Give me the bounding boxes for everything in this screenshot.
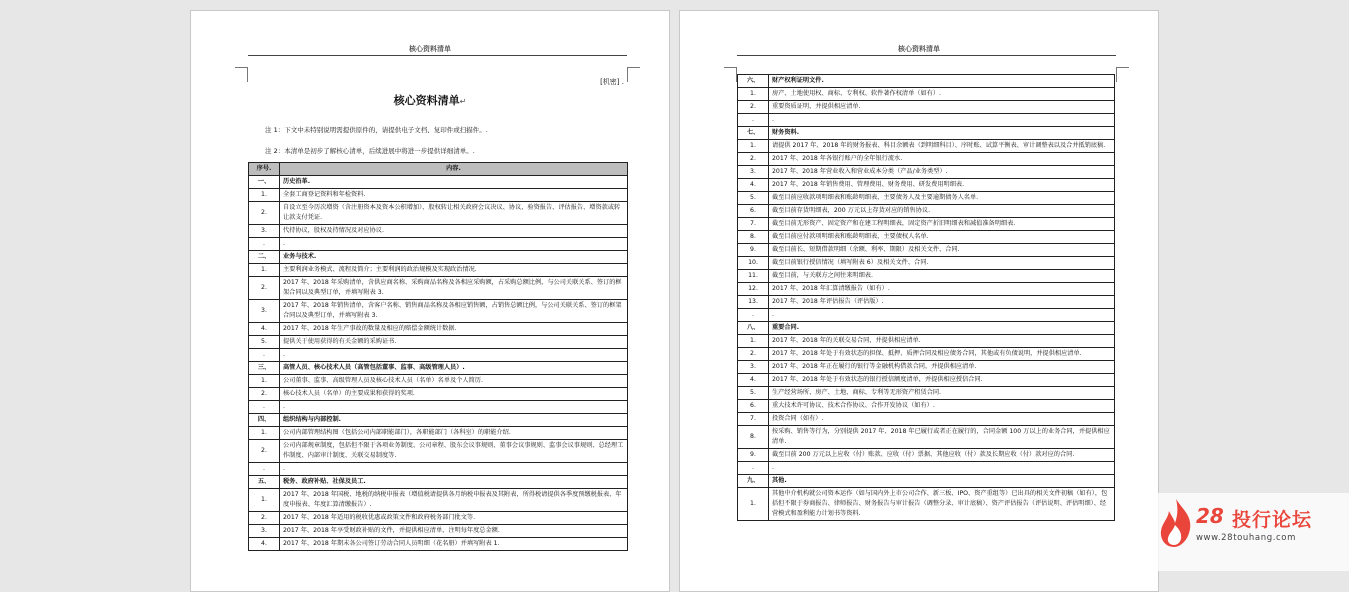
table-row xyxy=(738,218,1115,231)
section-row xyxy=(249,362,628,375)
row-content: 自设立至今历次增资（含注册资本及资本公积增加）、股权转让相关政府会议决议、协议、验资报告、评估报告、增资款或转让款支付凭证. xyxy=(280,202,628,225)
table-row xyxy=(738,348,1115,361)
row-number: 九、 xyxy=(738,475,769,488)
header-no: 序号. xyxy=(249,163,280,176)
document-title xyxy=(191,92,669,108)
row-number: 4. xyxy=(738,374,769,387)
row-content: 截至目前存货明细表，200 万元以上存货对应的销售协议. xyxy=(769,205,1115,218)
table-row xyxy=(738,400,1115,413)
row-content: 截至目前，与关联方之间往来明细表. xyxy=(769,270,1115,283)
table-row xyxy=(738,270,1115,283)
site-logo xyxy=(1150,493,1349,571)
row-number: 六、 xyxy=(738,75,769,88)
row-content: 公司内部管理结构图（包括公司内部职能部门），各职能部门（各科室）的职能介绍. xyxy=(280,427,628,440)
blank-row xyxy=(249,463,628,476)
row-number: 1. xyxy=(249,427,280,440)
crop-mark xyxy=(1116,67,1129,82)
section-row xyxy=(249,414,628,427)
row-content: 截至目前应收款项明细表和账龄明细表，主要债务人及主要逾期债务人名单. xyxy=(769,192,1115,205)
row-number: 1. xyxy=(249,264,280,277)
crop-mark xyxy=(724,67,737,82)
row-content: 房产、土地使用权、商标、专利权、软件著作权清单（如有）. xyxy=(769,88,1115,101)
table-row xyxy=(738,101,1115,114)
row-content: 组织结构与内部控制. xyxy=(280,414,628,427)
row-content: 2017 年、2018 年生产事故的数量及相应的赔偿金额统计数据. xyxy=(280,323,628,336)
row-number: . xyxy=(249,349,280,362)
row-number: 7. xyxy=(738,413,769,426)
section-row xyxy=(738,475,1115,488)
row-content: 2017 年、2018 年处于有效状态的担保、抵押、质押合同及相应债务合同，其他或有负债说明，并提供相应清单. xyxy=(769,348,1115,361)
row-content: 2017 年、2018 年销售清单，含客户名称、销售商品名称及各相应销售额，占销售总额比例，与公司关联关系、签订的框架合同以及典型订单，并填写附表 3. xyxy=(280,300,628,323)
table-row xyxy=(738,153,1115,166)
table-row xyxy=(249,388,628,401)
section-row xyxy=(738,75,1115,88)
row-content: 重大技术许可协议、技术合作协议、合作开发协议（如有）. xyxy=(769,400,1115,413)
row-number: 1. xyxy=(249,375,280,388)
note-2: 注 2：本清单是初步了解核心清单，后续进展中将进一步提供详细清单。. xyxy=(265,147,475,155)
row-content: 重要合同. xyxy=(769,322,1115,335)
page-header-rule xyxy=(737,55,1116,56)
row-content: 税务、政府补贴、社保及员工. xyxy=(280,476,628,489)
row-number: 9. xyxy=(738,449,769,462)
table-row xyxy=(738,426,1115,449)
table-row xyxy=(738,166,1115,179)
table-row xyxy=(249,300,628,323)
table-row xyxy=(738,244,1115,257)
row-content: 2017 年、2018 年国税、地税的纳税申报表（增值税请提供各月纳税申报表及其附表，所得税请提供各季度预缴税报表、年度申报表、年度汇算清缴报告）. xyxy=(280,489,628,512)
row-content: 公司董事、监事、高级管理人员及核心技术人员（名单）名单及个人简历. xyxy=(280,375,628,388)
row-number: 2. xyxy=(738,348,769,361)
row-content: 全套工商登记资料和年检资料. xyxy=(280,189,628,202)
crop-mark xyxy=(627,67,640,82)
blank-row xyxy=(738,309,1115,322)
row-number: 3. xyxy=(738,166,769,179)
row-number: 1. xyxy=(738,140,769,153)
row-content: 重要资质证明，并提供相应清单. xyxy=(769,101,1115,114)
table-row xyxy=(249,489,628,512)
section-row xyxy=(249,176,628,189)
row-content: . xyxy=(769,114,1115,127)
row-content: 截至目前 200 万元以上应收（付）账款、应收（付）票据、其他应收（付）款及长期应收（付）款对应的合同. xyxy=(769,449,1115,462)
section-row xyxy=(249,251,628,264)
page-header-text: 核心资料清单 xyxy=(409,45,451,53)
row-number: 3. xyxy=(249,225,280,238)
row-content: 生产经营场所、房产、土地、商标、专利等无形资产租赁合同. xyxy=(769,387,1115,400)
table-row xyxy=(738,231,1115,244)
row-content: 2017 年、2018 年各银行账户的全年银行流水. xyxy=(769,153,1115,166)
table-row xyxy=(738,192,1115,205)
row-number: 四、 xyxy=(249,414,280,427)
logo-number: 28 xyxy=(1196,504,1224,528)
row-number: 2. xyxy=(249,388,280,401)
row-content: 截至目前无形资产、固定资产和在建工程明细表，固定资产折旧明细表和减值准备明细表. xyxy=(769,218,1115,231)
row-content: 按采购、销售等行为，分别提供 2017 年、2018 年已履行或者正在履行的，合同金额 100 万以上的业务合同，并提供相应清单. xyxy=(769,426,1115,449)
row-number: 3. xyxy=(249,300,280,323)
row-content: . xyxy=(280,349,628,362)
section-row xyxy=(738,127,1115,140)
blank-row xyxy=(249,401,628,414)
row-content: 高管人员、核心技术人员（高管包括董事、监事、高级管理人员）. xyxy=(280,362,628,375)
table-row xyxy=(738,296,1115,309)
table-row xyxy=(738,374,1115,387)
row-content: . xyxy=(769,462,1115,475)
row-content: 代持协议，股权及持情况及对应协议. xyxy=(280,225,628,238)
table-row xyxy=(249,440,628,463)
logo-name: 投行论坛 xyxy=(1232,509,1313,531)
confidential-label: [机密] . xyxy=(600,78,624,86)
row-content: 截至目前应付款项明细表和账龄明细表，主要债权人名单. xyxy=(769,231,1115,244)
row-number: . xyxy=(249,463,280,476)
row-number: . xyxy=(738,309,769,322)
table-row xyxy=(249,512,628,525)
table-row xyxy=(249,323,628,336)
document-page-left xyxy=(190,10,670,592)
row-number: 1. xyxy=(249,489,280,512)
row-number: 2. xyxy=(249,277,280,300)
flame-icon xyxy=(1156,497,1196,549)
row-number: 2. xyxy=(249,440,280,463)
row-number: 6. xyxy=(738,400,769,413)
row-content: 2017 年、2018 年期末各公司签订劳动合同人员明细（花名册）并填写附表 1. xyxy=(280,538,628,551)
table-row xyxy=(738,335,1115,348)
row-content: 业务与技术. xyxy=(280,251,628,264)
table-row xyxy=(738,283,1115,296)
row-number: . xyxy=(738,114,769,127)
table-row xyxy=(249,538,628,551)
table-row xyxy=(738,387,1115,400)
table-row xyxy=(249,225,628,238)
row-number: 2. xyxy=(738,153,769,166)
row-number: 八、 xyxy=(738,322,769,335)
row-content: 2017 年、2018 年销售费用、管理费用、财务费用、研发费用明细表. xyxy=(769,179,1115,192)
row-number: 5. xyxy=(249,336,280,349)
row-number: 5. xyxy=(738,192,769,205)
row-number: 4. xyxy=(249,538,280,551)
row-content: 2017 年、2018 年享受财政补贴的文件，并提供相应清单，注明每年度总金额. xyxy=(280,525,628,538)
table-row xyxy=(738,488,1115,521)
row-number: 一、 xyxy=(249,176,280,189)
blank-row xyxy=(249,238,628,251)
document-page-right xyxy=(679,10,1159,592)
row-content: . xyxy=(280,463,628,476)
row-number: . xyxy=(738,462,769,475)
row-content: 投资合同（如有）. xyxy=(769,413,1115,426)
row-number: 13. xyxy=(738,296,769,309)
table-row xyxy=(249,336,628,349)
table-row xyxy=(249,427,628,440)
row-content: . xyxy=(769,309,1115,322)
row-number: 五、 xyxy=(249,476,280,489)
row-content: 财产权利证明文件. xyxy=(769,75,1115,88)
row-number: . xyxy=(249,401,280,414)
table-row xyxy=(738,449,1115,462)
row-number: 2. xyxy=(249,202,280,225)
table-row xyxy=(738,88,1115,101)
row-content: 2017 年、2018 年适用的税收优惠或政策文件和政府税务部门批文等. xyxy=(280,512,628,525)
row-content: 主要利润业务模式、流程及简介；主要利润的政治规模及实现政治情况. xyxy=(280,264,628,277)
row-content: 截至目前长、短期借款明细（余额、利率、期限）及相关文件、合同. xyxy=(769,244,1115,257)
note-1: 注 1：下文中未特别说明需提供原件的，请提供电子文档、复印件或扫描件。. xyxy=(265,126,488,134)
row-content: 请提供 2017 年、2018 年的财务报表、科目余额表（到明细科目）、序时账、试算平衡表、审计调整表以及合并抵销底稿. xyxy=(769,140,1115,153)
row-content: 2017 年、2018 年正在履行的银行等金融机构借款合同，并提供相应清单. xyxy=(769,361,1115,374)
row-number: 2. xyxy=(249,512,280,525)
table-row xyxy=(249,264,628,277)
row-content: 2017 年、2018 年采购清单，含供应商名称、采购商品名称及各相应采购额，占采购总额比例，与公司关联关系、签订的框架合同以及典型订单，并填写附表 3. xyxy=(280,277,628,300)
row-number: 8. xyxy=(738,426,769,449)
row-content: 提供关于使用获得的有关金额的采购证书. xyxy=(280,336,628,349)
checklist-table-right xyxy=(737,74,1115,521)
row-number: 12. xyxy=(738,283,769,296)
table-row xyxy=(249,525,628,538)
row-number: 3. xyxy=(249,525,280,538)
table-row xyxy=(249,189,628,202)
row-number: 二、 xyxy=(249,251,280,264)
section-row xyxy=(738,322,1115,335)
row-number: 8. xyxy=(738,231,769,244)
row-content: 2017 年、2018 年营业收入和营业成本分类（产品/业务类型）. xyxy=(769,166,1115,179)
table-row xyxy=(738,257,1115,270)
row-content: 2017 年、2018 年的关联交易合同，并提供相应清单. xyxy=(769,335,1115,348)
document-title-text: 核心资料清单 xyxy=(393,94,460,107)
row-content: 截至目前银行授信情况（填写附表 6）及相关文件、合同. xyxy=(769,257,1115,270)
row-content: 2017 年、2018 年汇算清缴报告（如有）. xyxy=(769,283,1115,296)
row-number: 11. xyxy=(738,270,769,283)
row-content: 历史沿革. xyxy=(280,176,628,189)
blank-row xyxy=(249,349,628,362)
row-content: . xyxy=(280,238,628,251)
table-row xyxy=(249,202,628,225)
row-content: . xyxy=(280,401,628,414)
table-row xyxy=(738,179,1115,192)
paragraph-mark: ↵ xyxy=(459,97,467,106)
row-number: 5. xyxy=(738,387,769,400)
row-number: 1. xyxy=(249,189,280,202)
blank-row xyxy=(738,114,1115,127)
row-number: 9. xyxy=(738,244,769,257)
row-content: 2017 年、2018 年评估报告（评估版）. xyxy=(769,296,1115,309)
row-number: 6. xyxy=(738,205,769,218)
row-content: 财务资料. xyxy=(769,127,1115,140)
table-header-row xyxy=(249,163,628,176)
row-number: 2. xyxy=(738,101,769,114)
row-content: 公司内部规章制度，包括但不限于各项业务制度、公司章程、股东会议事规则、董事会议事规则、监事会议事规则、总经理工作制度、内部审计制度、关联交易制度等. xyxy=(280,440,628,463)
table-row xyxy=(249,277,628,300)
crop-mark xyxy=(235,67,248,82)
row-content: 其他中介机构就公司资本运作（如与国内外上市公司合作、新三板、IPO、资产重组等）已出具的相关文件初稿（如有），包括但不限于券商报告、律师报告、财务报告与审计报告（调整分录、审计底稿）、资产评估报告（评估说明、评估明细）、经营模式和盈利能力计划书等资料. xyxy=(769,488,1115,521)
row-number: . xyxy=(249,238,280,251)
row-number: 1. xyxy=(738,88,769,101)
table-row xyxy=(249,375,628,388)
page-header-text: 核心资料清单 xyxy=(898,45,940,53)
row-number: 三、 xyxy=(249,362,280,375)
table-row xyxy=(738,361,1115,374)
logo-url: www.28touhang.com xyxy=(1196,533,1296,543)
row-number: 4. xyxy=(249,323,280,336)
row-number: 7. xyxy=(738,218,769,231)
table-row xyxy=(738,140,1115,153)
row-number: 10. xyxy=(738,257,769,270)
table-row xyxy=(738,413,1115,426)
row-content: 核心技术人员（名单）的主要成果和获得的奖项. xyxy=(280,388,628,401)
section-row xyxy=(249,476,628,489)
checklist-table-left xyxy=(248,162,628,551)
header-content: 内容. xyxy=(280,163,628,176)
row-content: 2017 年、2018 年处于有效状态的银行授信额度清单，并提供相应授信合同. xyxy=(769,374,1115,387)
row-number: 七、 xyxy=(738,127,769,140)
row-content: 其他. xyxy=(769,475,1115,488)
row-number: 1. xyxy=(738,488,769,521)
page-header-rule xyxy=(248,55,627,56)
row-number: 3. xyxy=(738,361,769,374)
blank-row xyxy=(738,462,1115,475)
row-number: 4. xyxy=(738,179,769,192)
table-row xyxy=(738,205,1115,218)
row-number: 1. xyxy=(738,335,769,348)
